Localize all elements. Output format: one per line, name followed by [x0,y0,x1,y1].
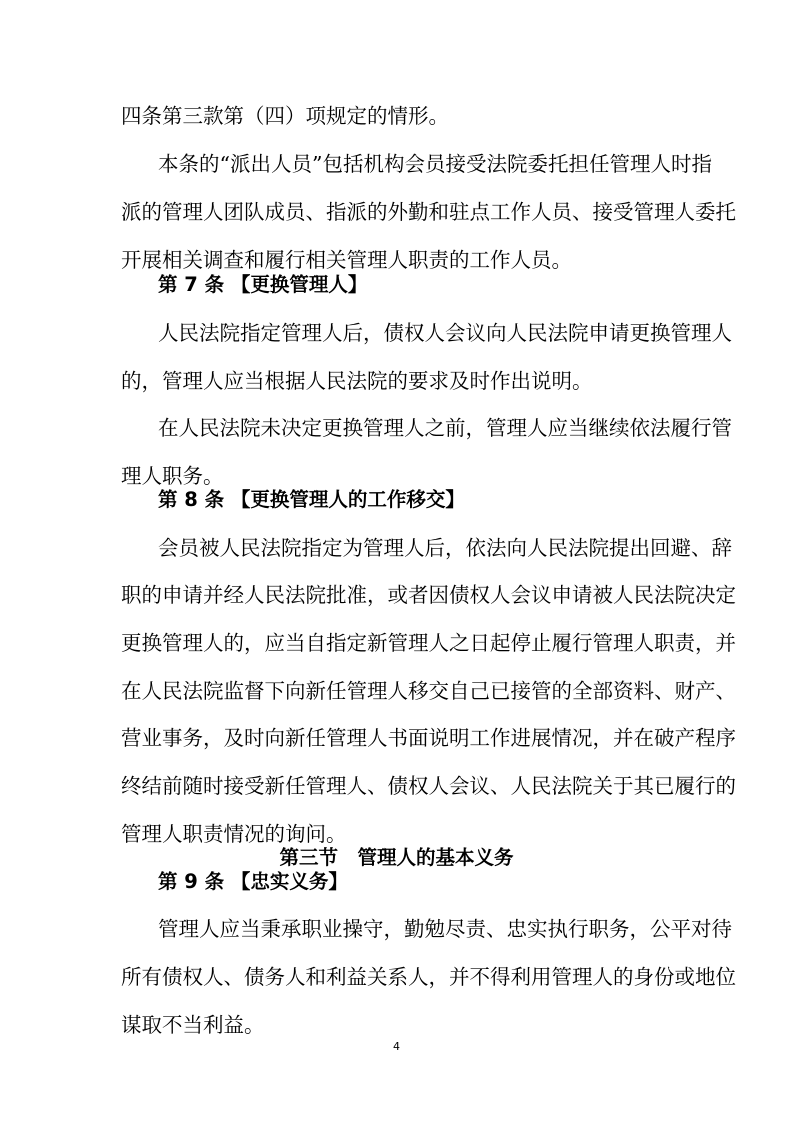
text-line: 理人职务。 [121,464,224,488]
text-line: 本条的“派出人员”包括机构会员接受法院委托担任管理人时指 [158,152,712,176]
text-line: 四条第三款第（四）项规定的情形。 [121,104,449,128]
page-number: 4 [393,1040,400,1053]
text-line: 管理人职责情况的询问。 [121,822,347,846]
article-heading: 第 9 条 【忠实义务】 [158,870,348,893]
text-line: 更换管理人的，应当自指定新管理人之日起停止履行管理人职责，并 [121,631,736,655]
text-line: 管理人应当秉承职业操守，勤勉尽责、忠实执行职务，公平对待 [158,917,732,941]
text-line: 开展相关调查和履行相关管理人职责的工作人员。 [121,248,572,272]
article-heading: 第 8 条 【更换管理人的工作移交】 [158,488,465,511]
text-line: 在人民法院未决定更换管理人之前，管理人应当继续依法履行管 [158,416,732,440]
text-line: 营业事务，及时向新任管理人书面说明工作进展情况，并在破产程序 [121,726,736,750]
article-heading: 第 7 条 【更换管理人】 [158,273,368,296]
text-line: 派的管理人团队成员、指派的外勤和驻点工作人员、接受管理人委托 [121,200,736,224]
text-line: 人民法院指定管理人后，债权人会议向人民法院申请更换管理人 [158,321,732,345]
text-line: 谋取不当利益。 [121,1013,265,1037]
text-line: 所有债权人、债务人和利益关系人，并不得利用管理人的身份或地位 [121,965,736,989]
text-line: 职的申请并经人民法院批准，或者因债权人会议申请被人民法院决定 [121,583,736,607]
text-line: 会员被人民法院指定为管理人后，依法向人民法院提出回避、辞 [158,536,732,560]
section-heading: 第三节 管理人的基本义务 [279,846,514,869]
text-line: 在人民法院监督下向新任管理人移交自己已接管的全部资料、财产、 [121,679,736,703]
text-line: 终结前随时接受新任管理人、债权人会议、人民法院关于其已履行的 [121,774,736,798]
text-line: 的，管理人应当根据人民法院的要求及时作出说明。 [121,369,593,393]
